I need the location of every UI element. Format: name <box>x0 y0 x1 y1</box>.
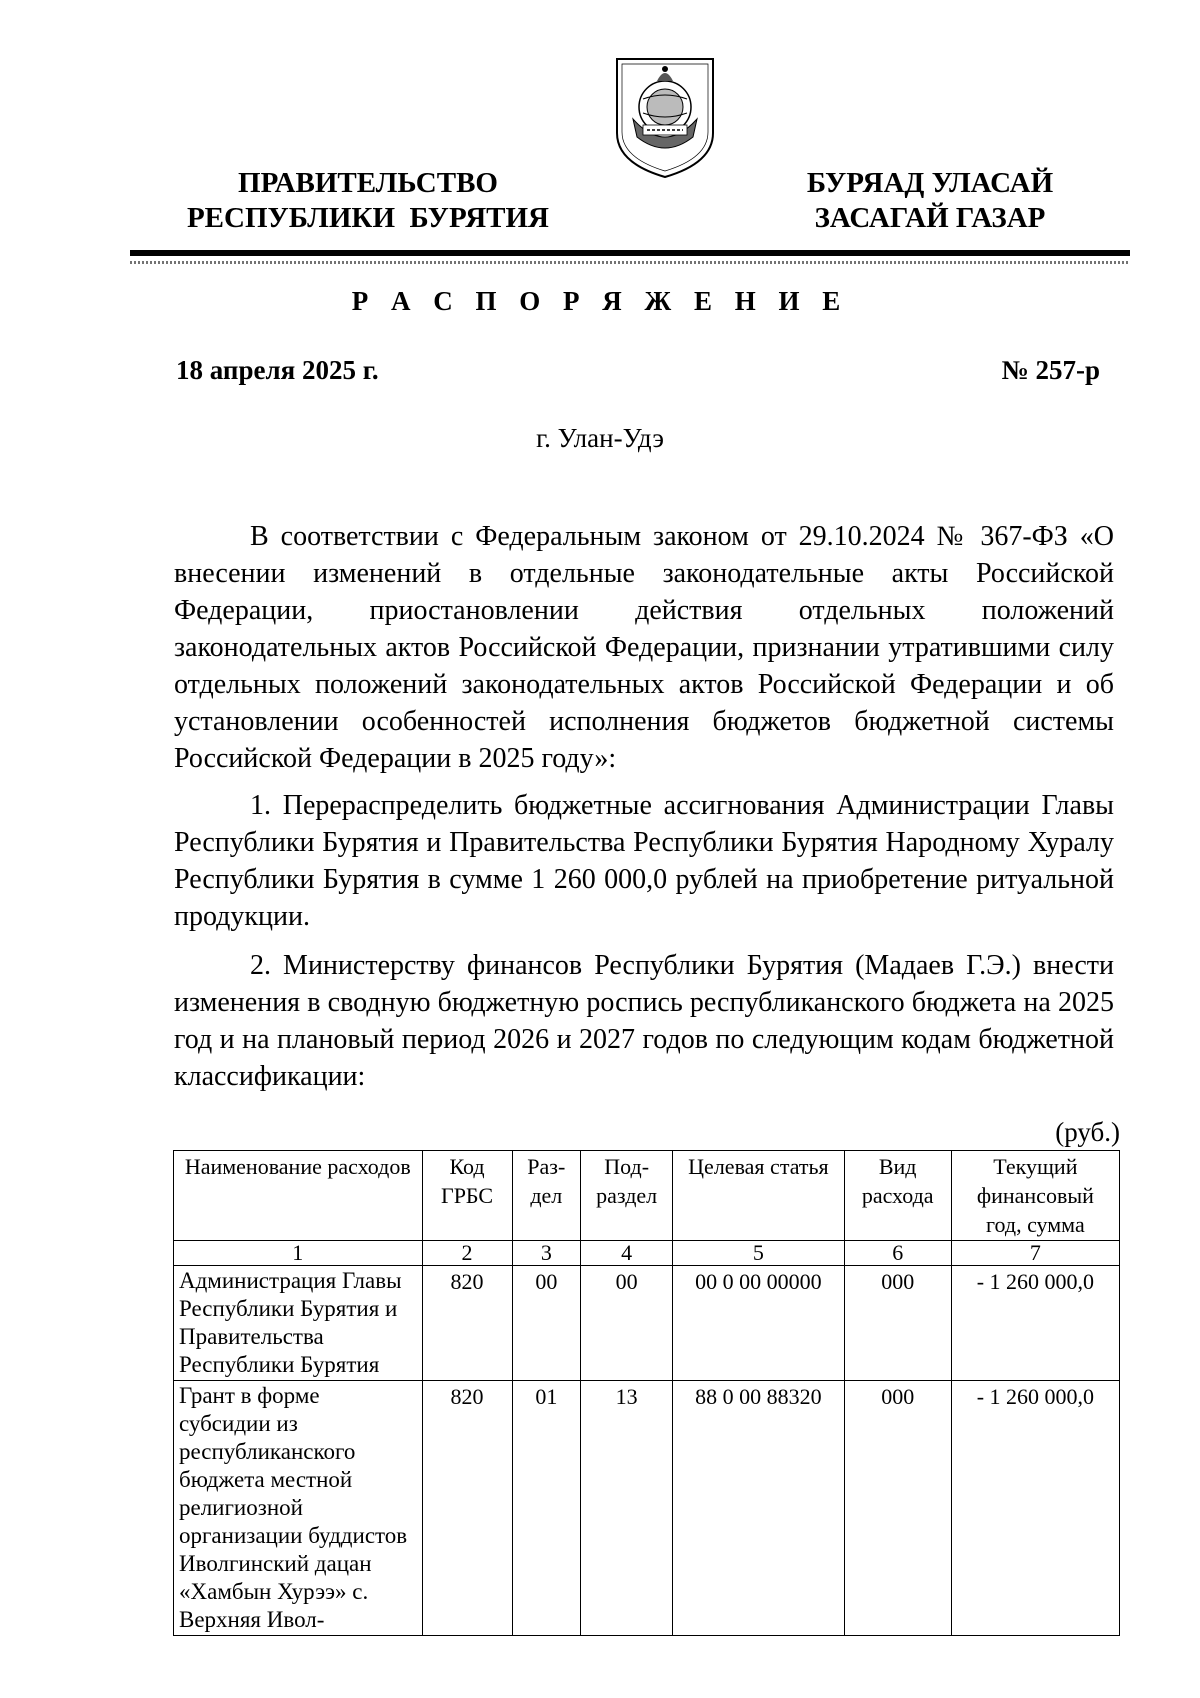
coat-of-arms-icon <box>613 55 717 181</box>
table-index-cell: 3 <box>512 1241 581 1266</box>
table-cell: 00 <box>581 1266 673 1381</box>
table-cell: 000 <box>844 1381 951 1636</box>
item-2-paragraph: 2. Министерству финансов Республики Бурятия (Мадаев Г.Э.) внести изменения в сводную бюджетную роспись республиканского бюджета на 2025 год и на плановый период 2026 и 2027 годов по следующим кодам бюджетной классификации: <box>174 950 1114 1092</box>
budget-table <box>173 1150 1120 1636</box>
table-cell: 00 0 00 00000 <box>673 1266 844 1381</box>
header-divider <box>130 250 1130 256</box>
header-right <box>780 166 1080 236</box>
table-index-row <box>174 1241 1120 1266</box>
document-city: г. Улан-Удэ <box>536 423 664 453</box>
item-1-paragraph: 1. Перераспределить бюджетные ассигнования Администрации Главы Республики Бурятия и Правительства Республики Бурятия Народному Хуралу Республики Бурятия в сумме 1 260 000,0 рублей на приобретение ритуальной продукции. <box>174 790 1114 932</box>
document-date: 18 апреля 2025 г. <box>176 355 379 385</box>
table-index-cell: 6 <box>844 1241 951 1266</box>
header-left-line1: ПРАВИТЕЛЬСТВО <box>238 167 498 199</box>
table-row <box>174 1266 1120 1381</box>
header-divider-thin <box>130 261 1130 264</box>
header-left <box>168 166 568 236</box>
table-cell: 01 <box>512 1381 581 1636</box>
table-index-cell: 5 <box>673 1241 844 1266</box>
table-header: Раз-дел <box>512 1151 581 1241</box>
table-index-cell: 1 <box>174 1241 423 1266</box>
table-header-row <box>174 1151 1120 1241</box>
table-header: Текущий финансовый год, сумма <box>951 1151 1119 1241</box>
table-cell: Грант в форме субсидии из республиканского бюджета местной религиозной организации буддистов Иволгинский дацан «Хамбын Хурээ» с. Верхняя Ивол- <box>174 1381 423 1636</box>
table-cell: 820 <box>422 1381 512 1636</box>
table-header: Под-раздел <box>581 1151 673 1241</box>
table-header: Наименование расходов <box>174 1151 423 1241</box>
table-index-cell: 2 <box>422 1241 512 1266</box>
table-index-cell: 7 <box>951 1241 1119 1266</box>
table-cell: 00 <box>512 1266 581 1381</box>
table-row <box>174 1381 1120 1636</box>
table-cell: - 1 260 000,0 <box>951 1266 1119 1381</box>
table-unit: (руб.) <box>1055 1117 1120 1147</box>
table-header: Целевая статья <box>673 1151 844 1241</box>
table-cell: 820 <box>422 1266 512 1381</box>
header-right-line2: ЗАСАГАЙ ГАЗАР <box>814 202 1046 234</box>
table-cell: 000 <box>844 1266 951 1381</box>
header-left-line2: РЕСПУБЛИКИ БУРЯТИЯ <box>186 202 550 234</box>
document-number: № 257-р <box>1001 355 1100 385</box>
table-cell: 13 <box>581 1381 673 1636</box>
table-header: Вид расхода <box>844 1151 951 1241</box>
preamble-paragraph: В соответствии с Федеральным законом от 29.10.2024 № 367-ФЗ «О внесении изменений в отдельные законодательные акты Российской Федерации, приостановлении действия отдельных положений законодательных актов Российской Федерации, признании утратившими силу отдельных положений законодательных актов Российской Федерации и об установлении особенностей исполнения бюджетов бюджетной системы Российской Федерации в 2025 году»: <box>174 521 1114 774</box>
header-right-line1: БУРЯАД УЛАСАЙ <box>806 167 1054 199</box>
table-cell: - 1 260 000,0 <box>951 1381 1119 1636</box>
table-cell: Администрация Главы Республики Бурятия и Правительства Республики Бурятия <box>174 1266 423 1381</box>
table-cell: 88 0 00 88320 <box>673 1381 844 1636</box>
table-index-cell: 4 <box>581 1241 673 1266</box>
table-header: Код ГРБС <box>422 1151 512 1241</box>
document-type: Р А С П О Р Я Ж Е Н И Е <box>351 286 849 316</box>
